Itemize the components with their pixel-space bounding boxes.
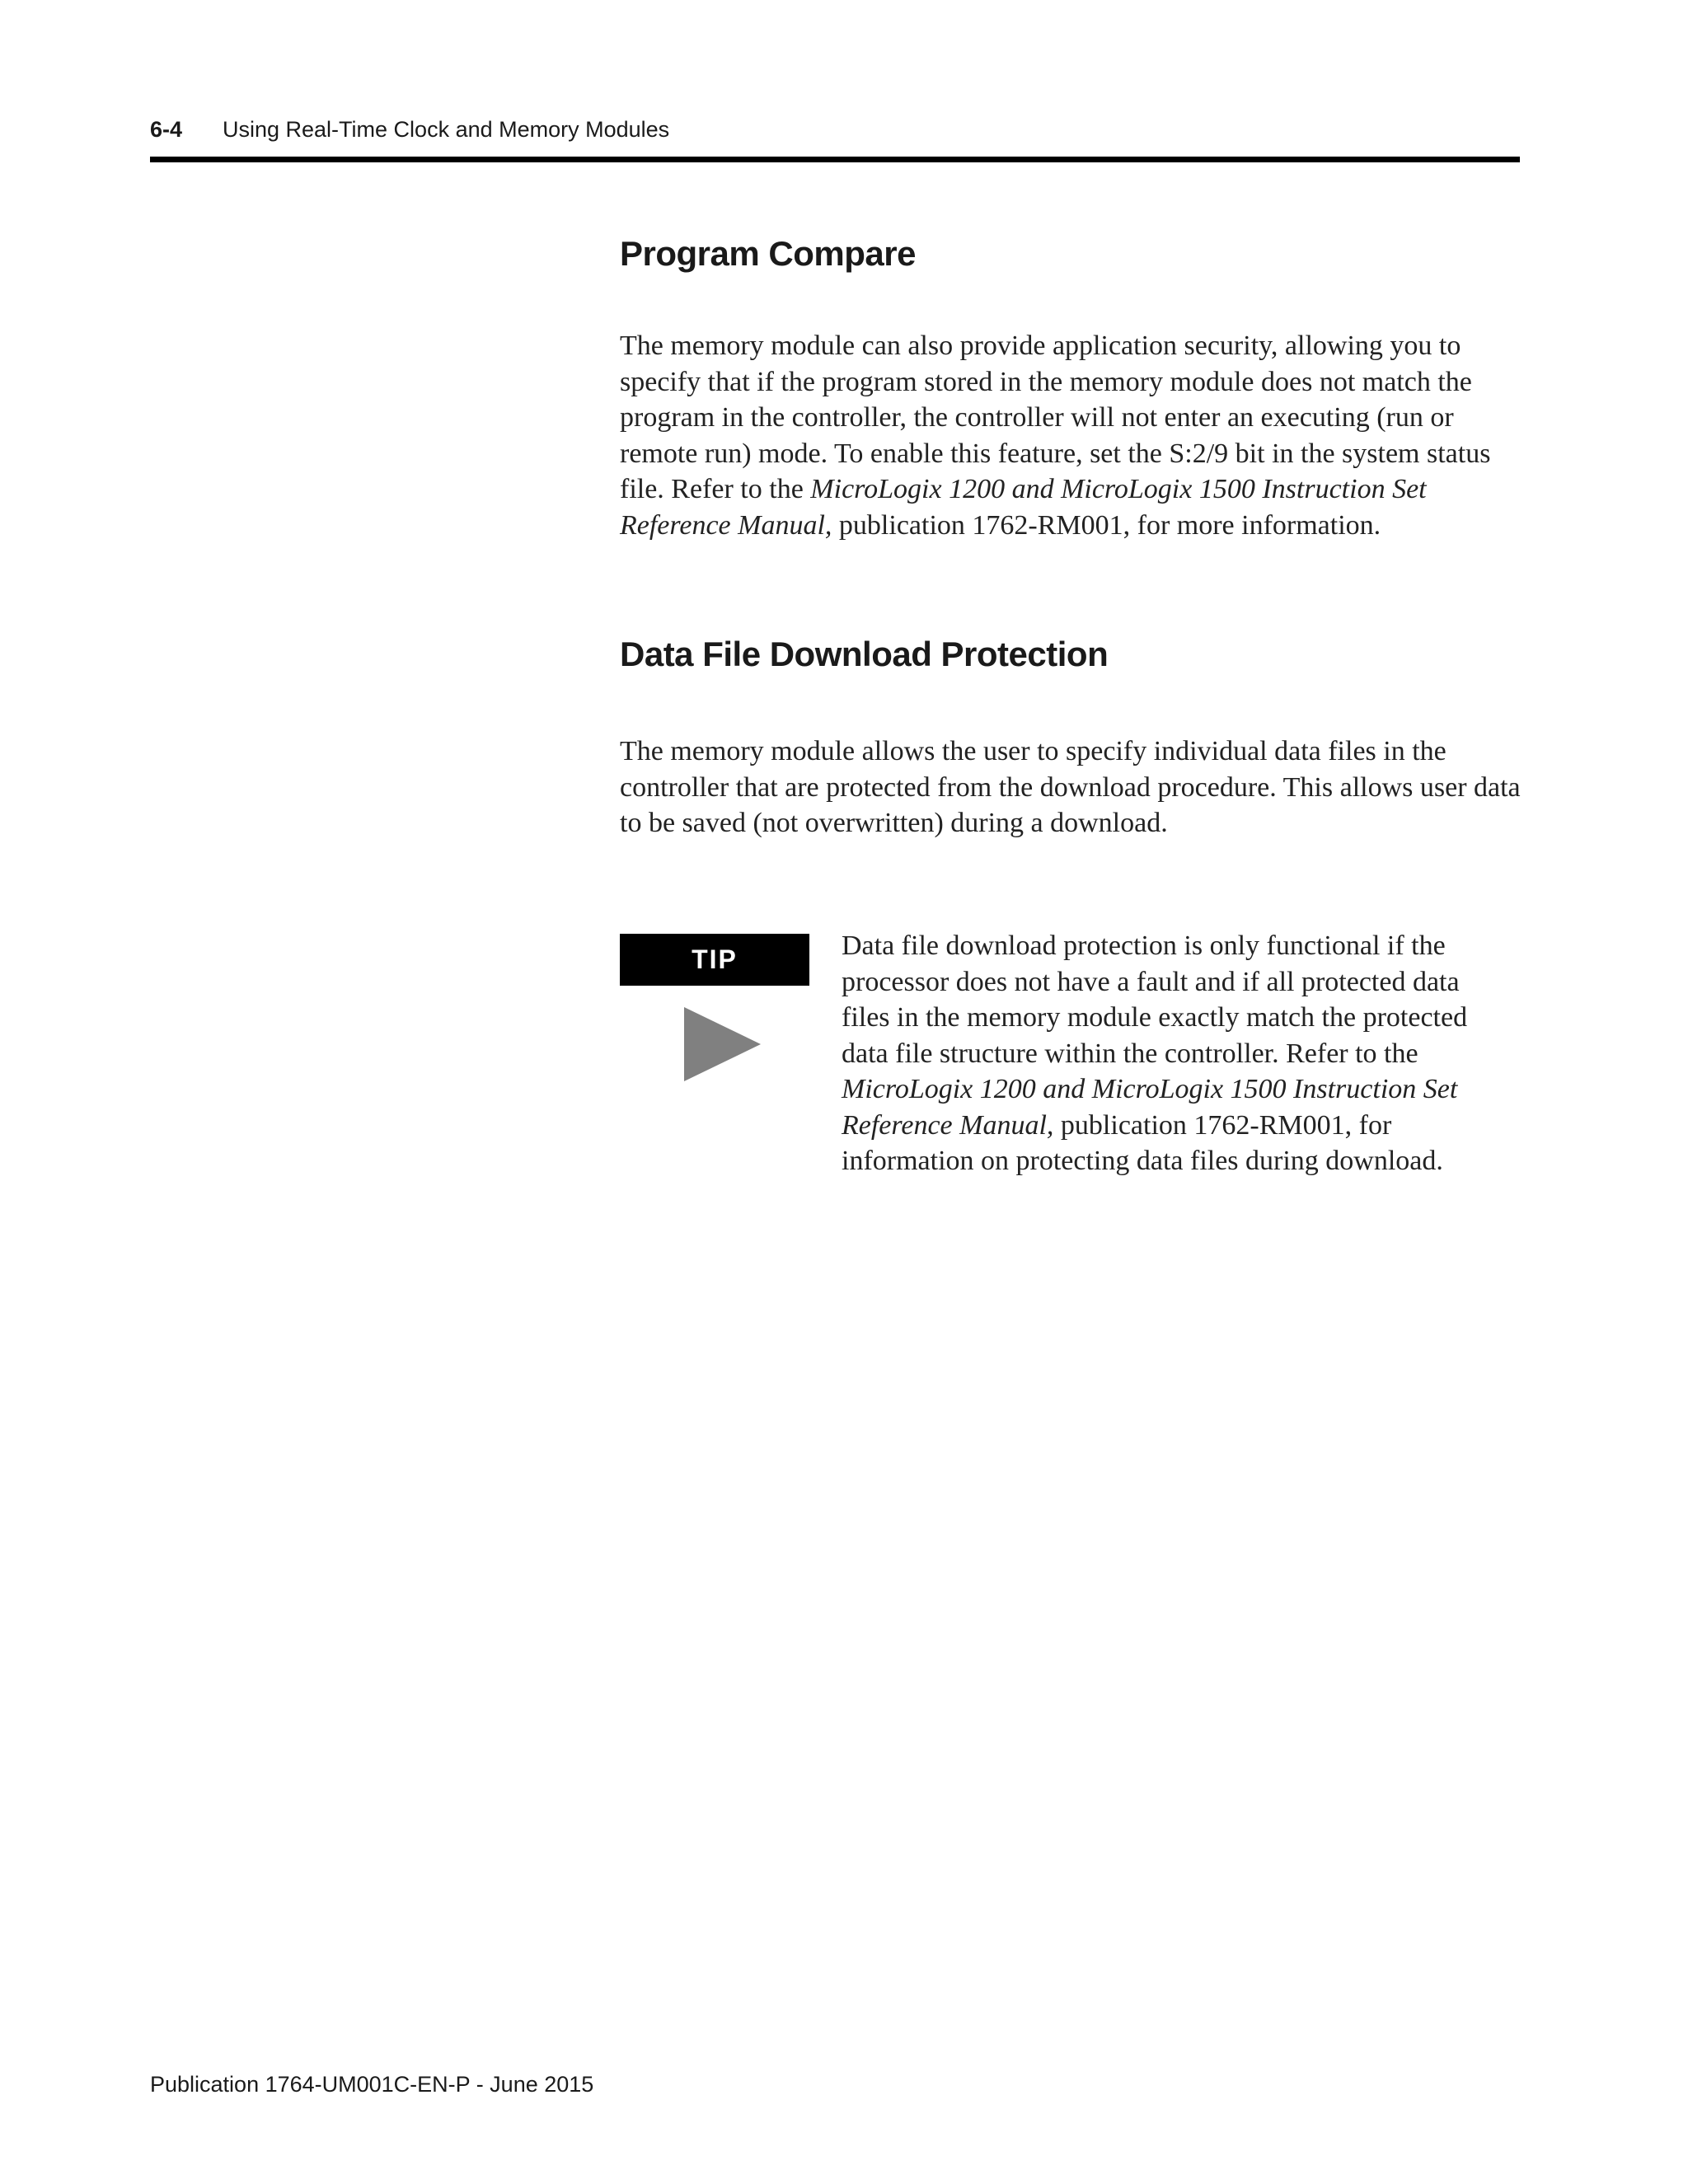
manual-reference: MicroLogix 1200 and MicroLogix 1500 Instruction Set Reference Manual, (620, 474, 1427, 541)
header-rule (150, 157, 1520, 162)
section-body-program-compare (620, 328, 1535, 543)
manual-reference: MicroLogix 1200 and MicroLogix 1500 Instruction Set Reference Manual, (842, 1074, 1458, 1141)
tip-label: TIP (620, 934, 809, 986)
page-number: 6-4 (150, 117, 183, 142)
tip-body-text: publication 1762-RM001, for information on protecting data files during download. (842, 1109, 1443, 1176)
chapter-title: Using Real-Time Clock and Memory Modules (223, 117, 670, 142)
tip-body-text: Data file download protection is only functional if the processor does not have a fault and if all protected data files in the memory module exactly match the protected data file structure within the controller. Refer to the (842, 930, 1468, 1069)
publication-footer: Publication 1764-UM001C-EN-P - June 2015 (150, 2072, 594, 2097)
body-text: The memory module can also provide application security, allowing you to specify that if the program stored in the memory module does not match the program in the controller, the controller will not enter an executing (run or remote run) mode. To enable this feature, set the S:2/9 bit in the system status file. Refer to the (620, 330, 1491, 504)
section-title-program-compare: Program Compare (620, 234, 916, 273)
section-title-data-file-download-protection: Data File Download Protection (620, 635, 1109, 673)
tip-text (842, 928, 1501, 1179)
section-body-data-file-download-protection: The memory module allows the user to specify individual data files in the controller that are protected from the download procedure. This allows user data to be saved (not overwritten) during a download. (620, 736, 1521, 838)
play-arrow-icon (684, 1007, 761, 1081)
body-text: publication 1762-RM001, for more information. (832, 509, 1381, 541)
